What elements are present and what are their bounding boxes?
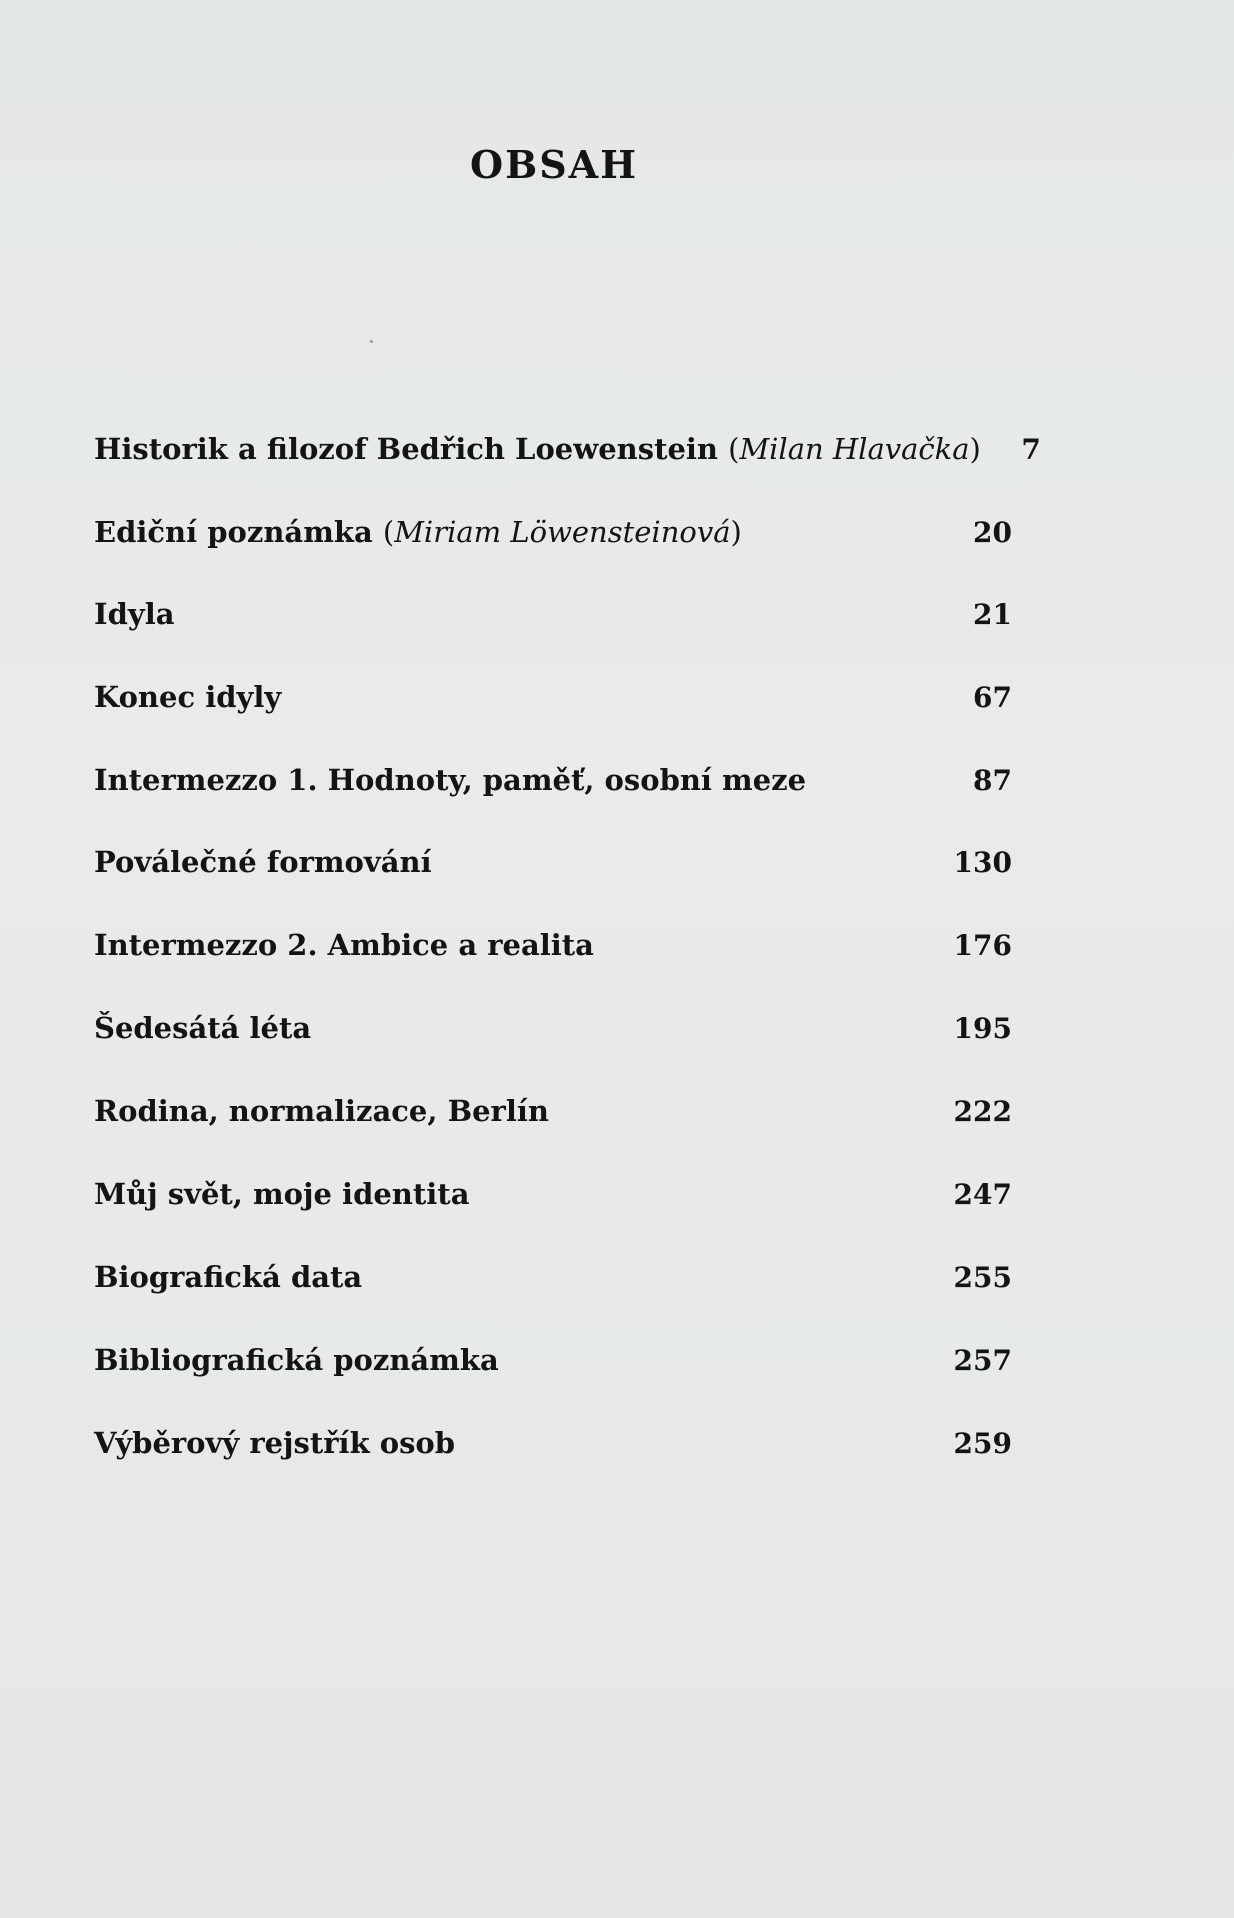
entry-page-number: 20 xyxy=(973,516,1012,549)
entry-page-number: 7 xyxy=(1021,433,1041,466)
entry-title-text: Historik a filozof Bedřich Loewenstein xyxy=(94,432,719,466)
paper-speck xyxy=(369,339,373,343)
entry-page-number: 255 xyxy=(953,1261,1012,1294)
entry-title: Výběrový rejstřík osob xyxy=(94,1426,456,1460)
toc-entry xyxy=(94,597,1012,641)
entry-page-number: 257 xyxy=(953,1344,1012,1377)
entry-title: Idyla xyxy=(94,597,175,631)
entry-title-text: Ediční poznámka xyxy=(94,515,373,549)
entry-page-number: 247 xyxy=(953,1178,1012,1211)
entry-page-number: 67 xyxy=(973,681,1012,714)
toc-entry xyxy=(94,1011,1012,1055)
entry-title: Můj svět, moje identita xyxy=(94,1177,470,1211)
entry-title xyxy=(94,515,742,549)
entry-page-number: 130 xyxy=(953,846,1012,879)
entry-title: Rodina, normalizace, Berlín xyxy=(94,1094,549,1128)
toc-entry xyxy=(94,1426,1012,1470)
toc-entry xyxy=(94,432,1041,476)
author-open-paren: ( xyxy=(382,515,395,549)
toc-entry xyxy=(94,763,1012,807)
page-title: OBSAH xyxy=(469,142,639,187)
toc-entry xyxy=(94,1177,1012,1221)
entry-page-number: 87 xyxy=(973,764,1012,797)
entry-title: Konec idyly xyxy=(94,680,282,714)
toc-entry xyxy=(94,845,1012,889)
toc-entry xyxy=(94,1260,1012,1304)
entry-title: Šedesátá léta xyxy=(94,1011,312,1045)
author-close-paren: ) xyxy=(730,515,742,549)
author-close-paren: ) xyxy=(969,432,981,466)
entry-page-number: 222 xyxy=(953,1095,1012,1128)
toc-entry xyxy=(94,928,1012,972)
entry-page-number: 176 xyxy=(953,929,1012,962)
entry-title: Bibliografická poznámka xyxy=(94,1343,499,1377)
entry-title xyxy=(94,432,981,466)
entry-author: Miriam Löwensteinová xyxy=(394,515,731,549)
entry-page-number: 259 xyxy=(953,1427,1012,1460)
entry-title: Poválečné formování xyxy=(94,845,432,879)
entry-title: Intermezzo 1. Hodnoty, paměť, osobní meze xyxy=(94,763,807,797)
entry-title: Biografická data xyxy=(94,1260,363,1294)
toc-entry xyxy=(94,515,1012,559)
toc-entry xyxy=(94,1094,1012,1138)
entry-page-number: 195 xyxy=(953,1012,1012,1045)
entry-page-number: 21 xyxy=(973,598,1012,631)
toc-entry xyxy=(94,680,1012,724)
toc-entry xyxy=(94,1343,1012,1387)
author-open-paren: ( xyxy=(728,432,740,466)
entry-author: Milan Hlavačka xyxy=(739,432,970,466)
entry-title: Intermezzo 2. Ambice a realita xyxy=(94,928,594,962)
